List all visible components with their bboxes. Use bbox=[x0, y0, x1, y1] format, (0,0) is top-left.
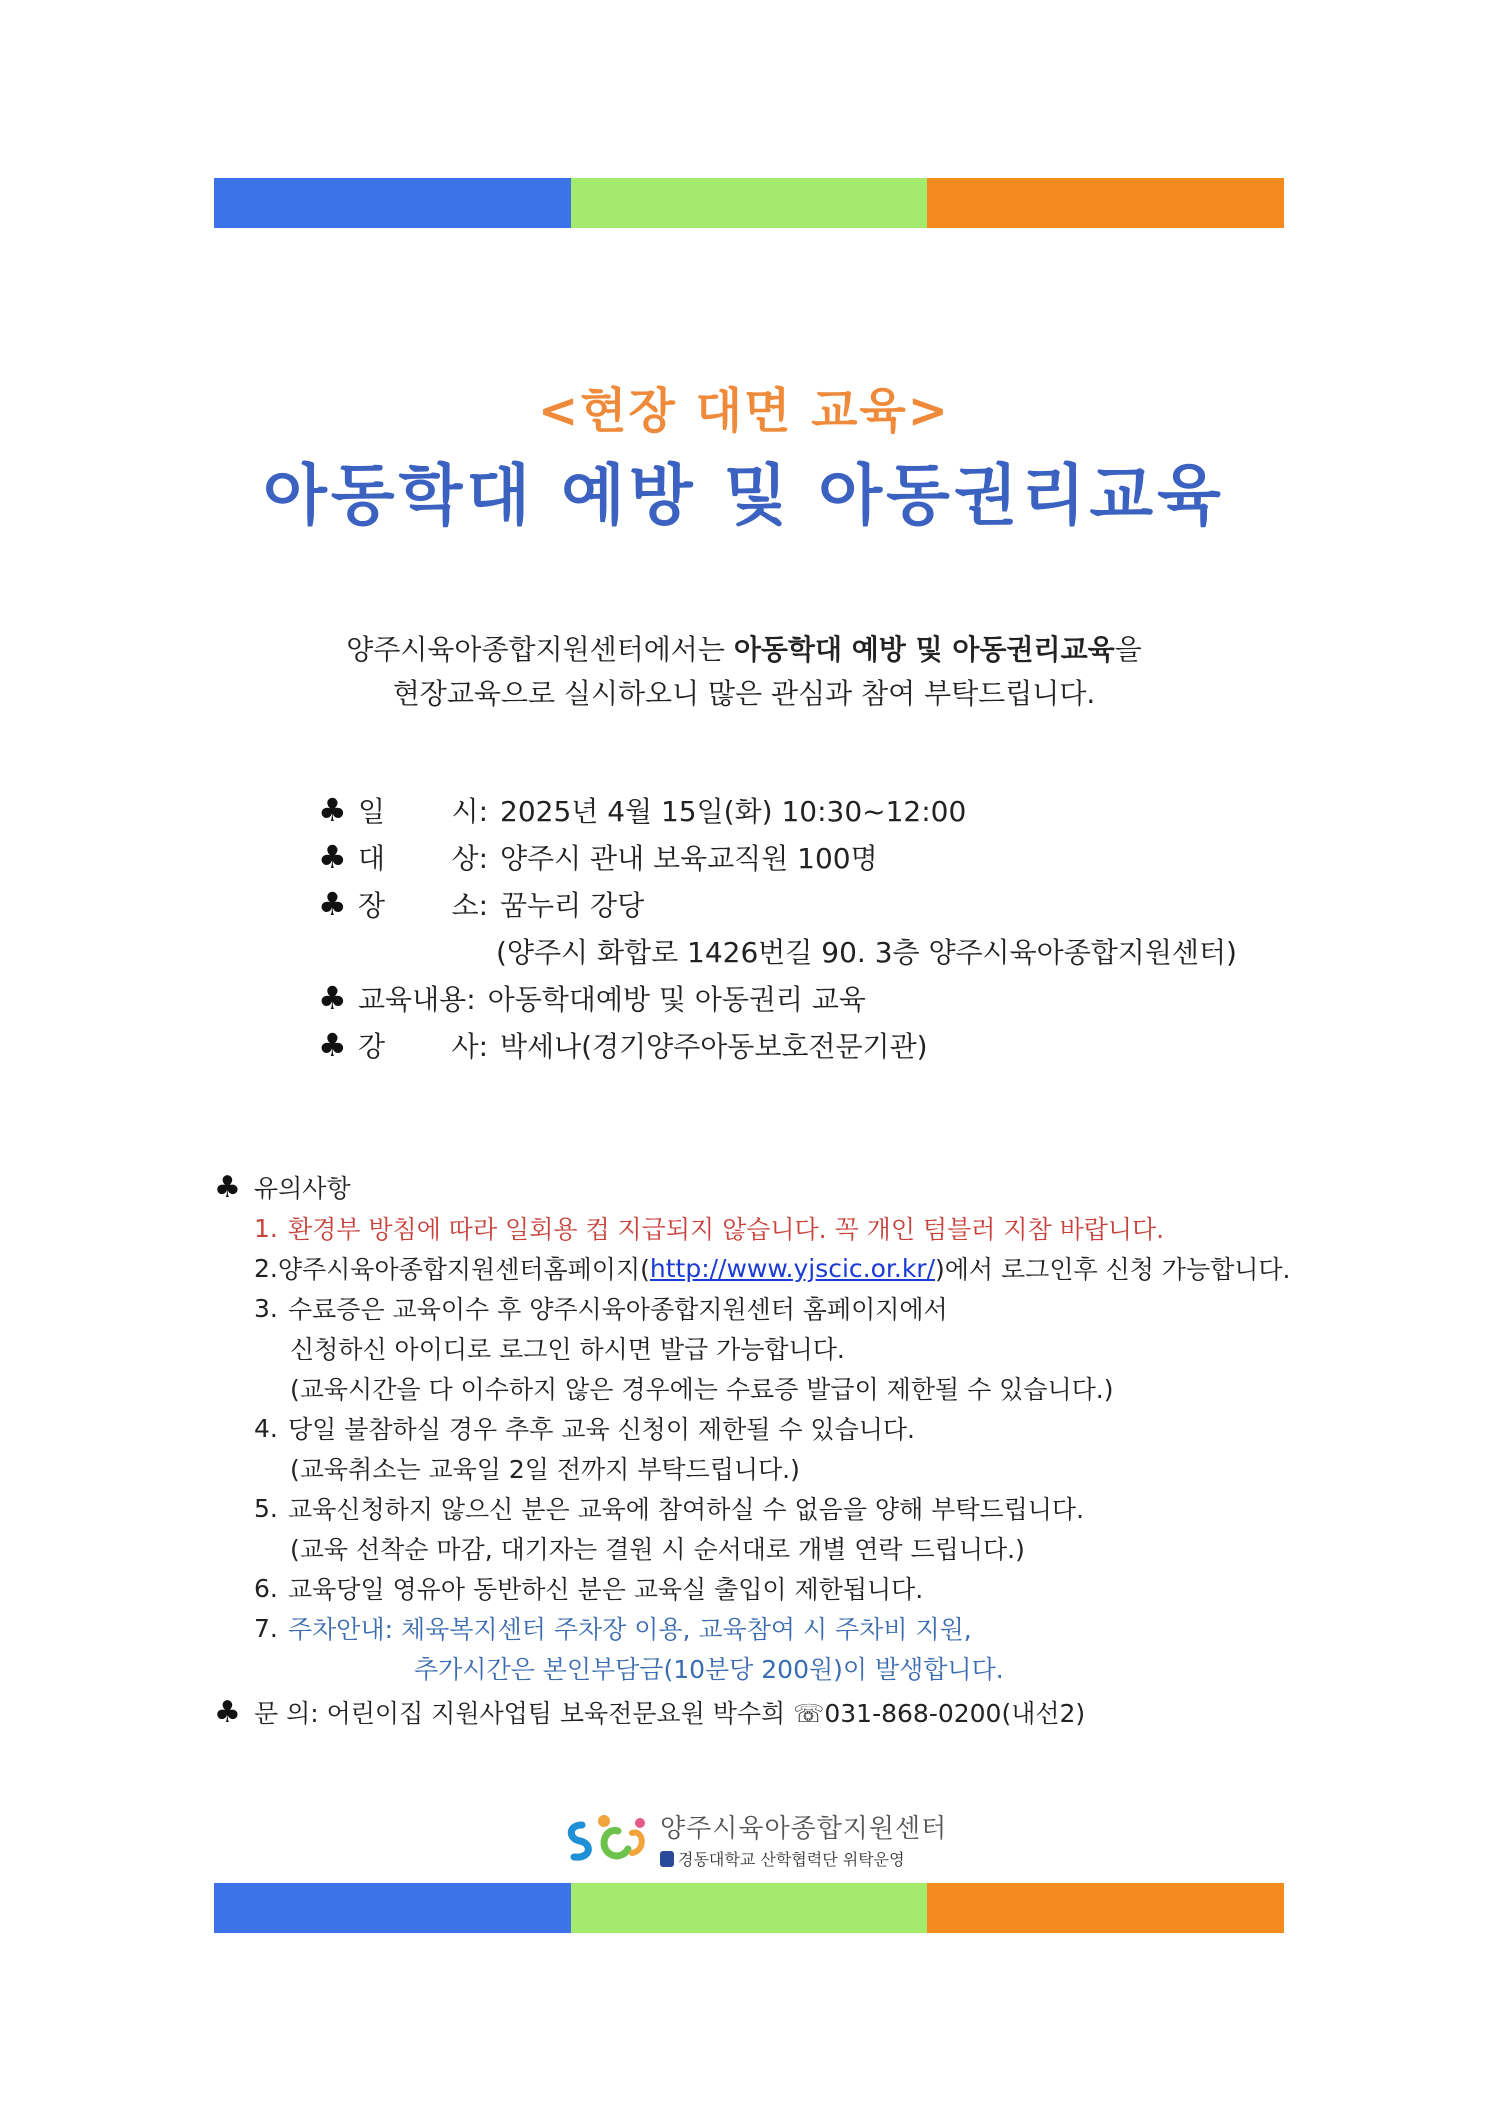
info-row-target bbox=[318, 833, 1237, 880]
note-text: 수료증은 교육이수 후 양주시육아종합지원센터 홈페이지에서 bbox=[288, 1295, 948, 1324]
note-text: 교육신청하지 않으신 분은 교육에 참여하실 수 없음을 양해 부탁드립니다. bbox=[288, 1495, 1085, 1524]
note-number: 2. bbox=[254, 1253, 278, 1283]
info-row-content bbox=[318, 974, 1237, 1021]
club-icon: ♣ bbox=[318, 790, 347, 829]
note-number: 1. bbox=[254, 1213, 278, 1243]
note-5 bbox=[214, 1488, 1274, 1528]
notes-heading-text: 유의사항 bbox=[254, 1174, 351, 1203]
note-7-line-2: 추가시간은 본인부담금(10분당 200원)이 발생합니다. bbox=[414, 1655, 1004, 1684]
note-number: 5. bbox=[254, 1493, 278, 1523]
label-char: 상: bbox=[451, 841, 488, 875]
note-number: 6. bbox=[254, 1573, 278, 1603]
page-title: 아동학대 예방 및 아동권리교육 bbox=[263, 457, 1225, 534]
note-number: 3. bbox=[254, 1293, 278, 1323]
info-row-date bbox=[318, 786, 1237, 833]
info-value: 양주시 관내 보육교직원 100명 bbox=[500, 841, 878, 875]
note-5-line-2: (교육 선착순 마감, 대기자는 결원 시 순서대로 개별 연락 드립니다.) bbox=[290, 1535, 1025, 1564]
bottom-color-bar bbox=[214, 1883, 1284, 1933]
top-color-bar bbox=[214, 178, 1284, 228]
intro-bold-text: 아동학대 예방 및 아동권리교육 bbox=[733, 633, 1115, 666]
club-icon: ♣ bbox=[214, 1694, 241, 1730]
info-value: 2025년 4월 15일(화) 10:30~12:00 bbox=[500, 794, 967, 828]
info-value: 꿈누리 강당 bbox=[500, 888, 645, 922]
bar-segment-green bbox=[571, 1883, 928, 1933]
bar-segment-blue bbox=[214, 1883, 571, 1933]
note-4-line-2: (교육취소는 교육일 2일 전까지 부탁드립니다.) bbox=[290, 1455, 800, 1484]
logo-mark-icon bbox=[560, 1811, 650, 1867]
homepage-link[interactable]: http://www.yjscic.or.kr/ bbox=[649, 1253, 936, 1283]
contact-line bbox=[214, 1690, 1274, 1734]
notes-section bbox=[214, 1166, 1291, 1734]
club-icon: ♣ bbox=[214, 1169, 241, 1205]
intro-paragraph bbox=[0, 628, 1488, 716]
note-text: 양주시육아종합지원센터홈페이지( bbox=[277, 1255, 650, 1284]
info-label bbox=[358, 790, 496, 830]
note-1 bbox=[214, 1208, 1274, 1248]
info-label bbox=[358, 884, 496, 924]
label-char: 대 bbox=[358, 841, 386, 875]
logo-text bbox=[660, 1808, 947, 1870]
note-text: 당일 불참하실 경우 추후 교육 신청이 제한될 수 있습니다. bbox=[288, 1415, 915, 1444]
center-logo bbox=[560, 1808, 947, 1870]
label-char: 장 bbox=[358, 888, 386, 922]
club-icon: ♣ bbox=[318, 978, 347, 1017]
info-row-place bbox=[318, 880, 1237, 927]
label-char: 일 bbox=[358, 794, 386, 828]
university-emblem-icon bbox=[660, 1851, 674, 1867]
note-3-line-3: (교육시간을 다 이수하지 않은 경우에는 수료증 발급이 제한될 수 있습니다.) bbox=[290, 1375, 1114, 1404]
bar-segment-green bbox=[571, 178, 928, 228]
note-7 bbox=[214, 1608, 1274, 1648]
info-value: 아동학대예방 및 아동권리 교육 bbox=[487, 982, 866, 1016]
intro-text-end: 을 bbox=[1114, 633, 1142, 666]
note-4 bbox=[214, 1408, 1274, 1448]
info-label bbox=[358, 837, 496, 877]
club-icon: ♣ bbox=[318, 837, 347, 876]
intro-line-2: 현장교육으로 실시하오니 많은 관심과 참여 부탁드립니다. bbox=[392, 677, 1096, 710]
bar-segment-orange bbox=[927, 1883, 1284, 1933]
note-number: 4. bbox=[254, 1413, 278, 1443]
club-icon: ♣ bbox=[318, 884, 347, 923]
info-row-lecturer bbox=[318, 1021, 1237, 1068]
note-text: 주차안내: 체육복지센터 주차장 이용, 교육참여 시 주차비 지원, bbox=[288, 1615, 972, 1644]
logo-sub-text: 경동대학교 산학협력단 위탁운영 bbox=[678, 1850, 905, 1869]
info-row-place-detail bbox=[318, 927, 1237, 974]
bar-segment-blue bbox=[214, 178, 571, 228]
notes-heading bbox=[214, 1166, 1274, 1208]
logo-sub bbox=[660, 1847, 947, 1870]
info-label bbox=[358, 1025, 496, 1065]
logo-name: 양주시육아종합지원센터 bbox=[660, 1814, 948, 1844]
label-char: 사: bbox=[451, 1029, 488, 1063]
note-text: 환경부 방침에 따라 일회용 컵 지급되지 않습니다. 꼭 개인 텀블러 지참 바랍니다. bbox=[288, 1215, 1165, 1244]
note-2 bbox=[214, 1248, 1291, 1288]
info-list bbox=[318, 786, 1237, 1068]
label-char: 강 bbox=[358, 1029, 386, 1063]
label-char: 소: bbox=[451, 888, 488, 922]
note-6 bbox=[214, 1568, 1274, 1608]
note-number: 7. bbox=[254, 1613, 278, 1643]
label-char: 시: bbox=[451, 794, 488, 828]
intro-line-1 bbox=[0, 628, 1488, 672]
info-label: 교육내용: bbox=[358, 982, 476, 1016]
info-value: (양주시 화합로 1426번길 90. 3층 양주시육아종합지원센터) bbox=[496, 935, 1237, 969]
note-3-line-2: 신청하신 아이디로 로그인 하시면 발급 가능합니다. bbox=[290, 1335, 845, 1364]
contact-text: 문 의: 어린이집 지원사업팀 보육전문요원 박수희 ☏031-868-0200(내선2) bbox=[254, 1699, 1086, 1728]
info-value: 박세나(경기양주아동보호전문기관) bbox=[500, 1029, 928, 1063]
club-icon: ♣ bbox=[318, 1025, 347, 1064]
intro-text: 양주시육아종합지원센터에서는 bbox=[346, 633, 734, 666]
note-text: )에서 로그인후 신청 가능합니다. bbox=[935, 1255, 1291, 1284]
page-subtitle: <현장 대면 교육> bbox=[537, 383, 951, 439]
note-3 bbox=[214, 1288, 1274, 1328]
bar-segment-orange bbox=[927, 178, 1284, 228]
note-text: 교육당일 영유아 동반하신 분은 교육실 출입이 제한됩니다. bbox=[288, 1575, 924, 1604]
